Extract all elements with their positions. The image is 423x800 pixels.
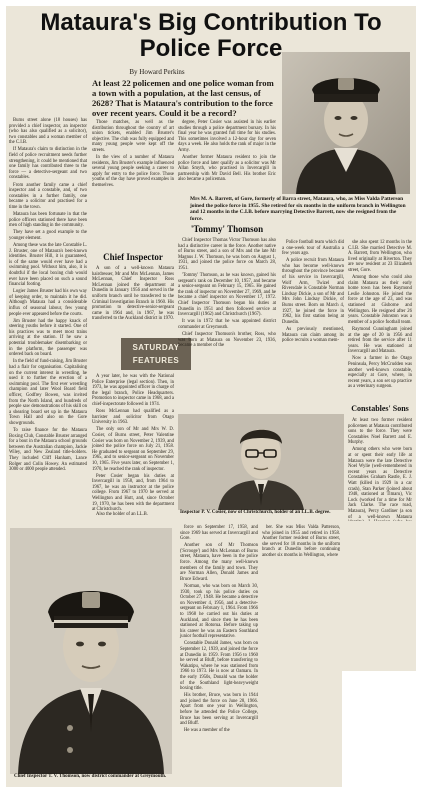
paragraph: Logier James Bruster had his own way of keeping order, to maintain it he did. Although Mataura had a considerable influx of seasonal labour, few young people ever appeared before the courts. xyxy=(9,289,87,317)
article-column-3-bottom xyxy=(178,238,276,410)
article-column-5-bottom xyxy=(348,418,412,518)
article-headline: Mataura's Big Contribution To Police Force xyxy=(40,9,382,62)
paragraph: Now a farmer in the Otago Peninsula, Percy McCrudden was another well-known constable, especially at Gore, where, in recent years, a son set up practice as a veterinary surgeon. xyxy=(348,356,412,390)
policewoman-portrait-image xyxy=(282,52,410,194)
paragraph: The only son of Mr and Mrs W. D. Cosier, of Burns street, Peter Valentine Cosier was born on November 2, 1939, and joined the police force on July 21, 1958. He graduated to sergeant on September 29, 1965, and to senior-sergeant on November 10, 1965. Five years later, on September 1, 1970, he reached the rank of inspector. xyxy=(92,427,174,472)
paragraph: 'Tommy' Thomson, as he was known, gained his sergeant's rank on December 10, 1957, and became a senior-sergeant on February 15, 1965. He gained the rank of inspector on November 27, 1969, and he became a chief inspector on November 17, 1972. Chief Inspector Thomson began his duties at Dunedin in 1951 and then followed service at Invercargill (1962) and Christchurch (1967). xyxy=(178,273,276,318)
paragraph: Another former Mataura resident to join the police force and later qualify as a solicitor was Mr Allan Smyth, who practised in Invercargill in partnership with Mr David Bell. His brother Eric also became a policeman. xyxy=(178,155,276,183)
paragraph: He was a member of the xyxy=(184,728,230,734)
chief-inspector-portrait-image xyxy=(10,528,172,774)
article-column-2-tail xyxy=(92,512,174,519)
paragraph: It was in 1972 that he was appointed district commander at Greymouth. xyxy=(178,319,276,330)
paragraph: Among these was the late Constable L. J. Bruster, one of Mataura's best-known identities. Bruster Hill, it is guaranteed, is of the same would ever have had a swimming pool. Without him, also, it is doubtful if the local boxing club would ever have been placed on such a sound financial footing. xyxy=(9,242,87,288)
photo-cosier xyxy=(178,414,344,510)
caption-barrett: Mrs M. A. Barrett, of Gore, formerly of Barra street, Mataura, who, as Miss Valda Patterson joined the police force in 1955. She retired for six months in the uniform branch in Wellington and 12 months in the C.I.B. before marrying Detective Barrett, now she resigned from the force. xyxy=(190,196,406,222)
paragraph: Police football team which did a one-week tour of Australia a few years ago. xyxy=(282,240,344,257)
subhead-tommy-thomson: 'Tommy' Thomson xyxy=(190,224,264,234)
paragraph: A year later, he was with the National Police Enterprise (legal section). Then, in 1973, he was appointed officer in charge of the legal branch, Police Headquarters. Promotion to inspector came in 1968, and a chief-inspectorate followed in 1974. xyxy=(92,374,174,407)
lower-column-2 xyxy=(262,525,340,585)
paragraph: To raise finance for the Mataura Boxing Club, Constable Bruster arranged for a bout in the Mataura school grounds between the Australian champion, Jackie Wiley, and New Zealand title-holders. They included Cliff Hanham, Lance Rolger and Colin Howey. An estimated 3000 or 4000 people attended. xyxy=(9,427,87,473)
subhead-chief-inspector: Chief Inspector xyxy=(103,252,163,262)
byline: By Howard Perkins xyxy=(129,68,185,76)
article-column-2-middle xyxy=(92,266,174,336)
paragraph: degree, Peter Cosier was assisted in his earlier studies through a police department bursary. In his final year he was granted full time for his studies. This sometimes involved a 12-hour day for seven days a week. He also holds the rank of major in the Army. xyxy=(178,120,276,153)
article-column-2-bottom xyxy=(92,374,174,512)
article-column-2-top xyxy=(92,120,174,248)
paragraph: Another son of Mr Thomson ('Scrooge') and Mrs McLennan of Burns street, Mataura, have been in the police force. Among the many well-known members of the family and town. They are Norman Allen, Donald James and Bruce Edward. xyxy=(180,543,258,582)
paragraph: A police recruit from Mataura who has become well-known throughout the province because of his service in Invercargill, Wolf Arm, Twizel and Riversdale is Constable Norman Lindsay Dickie, a son of Mr and Mrs John Lindsay Dickie, of Burns street. Born on March 4, 1927, he joined the force in 1962, his first station being at Dunedin. xyxy=(282,258,344,325)
paragraph: His brother, Bruce, was born in 1944 and joined the force on June 28, 1966. Apart from one year in Wellington, before he attended the Police College, Bruce has been serving at Invercargill and Bluff. xyxy=(180,693,258,727)
caption-thomson: Chief Inspector T. V. Thomson, now district commander at Greymouth. xyxy=(14,774,167,779)
inspector-portrait-image xyxy=(178,414,344,510)
paragraph: A son of a well-known Mataura hairdresser, Mr and Mrs McLennan, James McLennan, Chief Inspector Ross McLennan joined the department at Dunedin in January 1956 and served in the uniform branch until he transferred to the Criminal Investigation Branch in 1960. His promotion to detective-senior-sergeant came in 1964 and, in 1967, he was transferred to the Auckland district in 1970. xyxy=(92,266,174,322)
article-column-1 xyxy=(9,118,87,518)
photo-thomson xyxy=(10,528,172,774)
paragraph: Those matches, as well as the distribution throughout the country of art union tickets, enabled Jim Bruster's objective. The club was fully equipped and many young people were kept off the streets. xyxy=(92,120,174,153)
article-column-3-top xyxy=(178,120,276,194)
paragraph: As previously mentioned, Mataura can claim among its police recruits a woman mem- xyxy=(282,326,344,344)
paragraph: Chief Inspector Thomas Victor Thomson has also had a distinctive career in the force. Another native of Burns street, and a son of Mrs and the late Mr Magnus J. W. Thomson, he was born on August 1, 1931, and joined the police force on March 28, 1951. xyxy=(178,238,276,271)
subhead-constables-sons: Constables' Sons xyxy=(351,404,409,413)
paragraph: Among others who were born at or spent their early life at Mataura were the late Detective Noel Wylie (well-remembered in recent years as Detective Constables Graham Rastle, E. J. Watt (killed in 1929 in a car crash), Stan Parker (joined about 1948, stationed at Timaru), Vic Lock (worked for a time for Mr Jack Clarke. The race road, Mataura), Percy Gardiner (a son of a well-known Mataura xyxy=(348,447,412,520)
paragraph: Constable Donald James, was born on September 12, 1939, and joined the force at Dunedin in 1959. From 1956 to 1960 he served at Bluff, before transferring to Wakatipu, where he was stationed from 1966 to 1973. He is now at Oamaru. In the early 1950s, Donald was the holder of the Southland light-heavyweight boxing title. xyxy=(180,641,258,692)
paragraph: Norman, who was born on March 30, 1930, took up his police duties on October 27, 1948. He became a detective on November 4, 1956, and a detective-sergeant on February 1, 1964. From 1966 to 1968 he carried out his duties at Auckland, and since then he has been stationed at Rotorua. Before taking up his career he was an Eastern Southland junior football representative. xyxy=(180,583,258,640)
paragraph: From another family came a chief inspector and a constable, and, of two constables in a further family, one became a solicitor and practised for a time in the town. xyxy=(9,182,87,210)
article-column-4 xyxy=(282,240,344,400)
caption-cosier: Inspector P. V. Cosier, now of Christchurch, holder of an LL.B. degree. xyxy=(180,510,331,515)
paragraph: Mataura has been fortunate in that the police officers stationed there have been men of high standing in the community. xyxy=(9,212,87,229)
paragraph: force on September 17, 1958, and since 1969 has served at Invercargill and Gore. xyxy=(180,525,258,542)
paragraph: Raymond Cunningham joined at the age of 20 in 1956 and retired from the service after 11 years. He was stationed at Invercargill and Mataura. xyxy=(348,326,412,355)
saturday-features-badge: SATURDAY FEATURES xyxy=(121,338,191,370)
paragraph: ber. She was Miss Valda Patterson, who joined in 1955 and retired in 1958. Another former resident of Burns street, she served for 18 months in the uniform branch at Dunedin before continuing another six months in Wellington, where xyxy=(262,525,340,558)
paragraph: Also the holder of an LL.B. xyxy=(96,512,148,517)
paragraph: Among those who could also claim Mataura as their early home town has been Raymond Leslie Johnston. He joined the force at the age of 23, and was stationed at Gisborne and Wellington. He resigned after 26 years. Constable Johnston was a member of a police football team. xyxy=(348,275,412,325)
paragraph: she also spent 12 months in the C.I.B. She married Detective M. A. Barrett, from Wellington, who lived originally at Riverton. They are now resident at 23 Elizabeth street, Gore. xyxy=(348,240,412,273)
paragraph: Peter Cosier began his duties at Invercargill in 1958, and, from 1964 to 1967, he was an instructor at the police college. From 1967 to 1970 he served at Wellington and Hutt, and, since October 19, 1970, he has been with the department at Christchurch. xyxy=(92,473,174,513)
paragraph: At least two former resident policemen at Mataura contributed sons to the force. They were Constables Noel Barrett and E. Murphy. xyxy=(348,418,412,446)
paragraph: They have set a good example to the younger element. xyxy=(9,230,87,241)
paragraph: If Mataura's claim to distinction in the field of police recruitment needs further strengthening, it could be mentioned that one family has contributed three to the force — a detective-sergeant and two constables. xyxy=(9,147,87,181)
paragraph: In the view of a number of Mataura residents, Jim Bruster's example influenced several young people seeking a career to apply for entry to the police force. Those youths of the day have proved examples in themselves. xyxy=(92,155,174,189)
article-column-5-top xyxy=(348,240,412,400)
clipping-lower-right xyxy=(342,521,416,671)
paragraph: Chief Inspector Thomson's brother, Ross, who was born at Mataura on November 23, 1936, became a member of the xyxy=(178,332,276,349)
paragraph: In the field of fund-raising, Jim Bruster had a flair for organisation. Capitalising on the current interest in wrestling, he used it to further the erection of a swimming pool. The first ever wrestling champion and later Wool Board field officer, Godfrey Bowen, was invited from the North Island, and hundreds of people saw demonstrations of his skill on a shearing board set up in the Mataura Town Hall and also on the Gore showgrounds. xyxy=(9,359,87,426)
paragraph: Ross McLennan had qualified as a barrister and solicitor from Otago University in 1963. xyxy=(92,409,174,426)
paragraph: Jim Bruster had the happy knack of steering youths before it started. One of his practices was to meet most trains arriving at the station. If he saw a potential troublemaker disembarking or in the platform, the passenger was ordered back on board. xyxy=(9,318,87,358)
lower-column-1 xyxy=(180,525,258,783)
paragraph: Burns street alone (18 houses) has provided a chief inspector, an inspector (who has also qualified as a solicitor), two constables and a woman member of the C.I.B. xyxy=(9,118,87,146)
standfirst: At least 22 policemen and one police woman from a town with a population, at the last census, of 2628? That is Mataura's contribution to the force over recent years. Could it be a record? xyxy=(92,78,274,118)
photo-barrett xyxy=(282,52,410,194)
